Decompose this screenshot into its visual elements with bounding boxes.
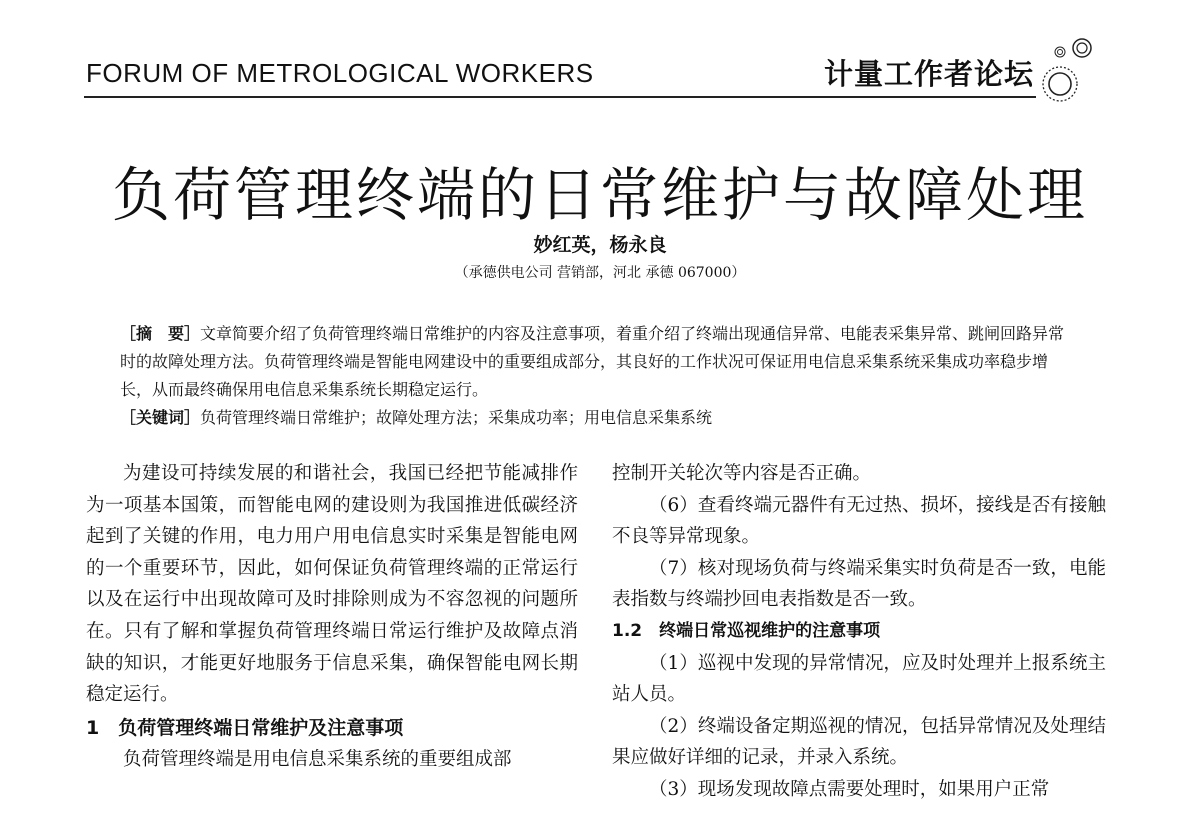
section-1-heading: 1 负荷管理终端日常维护及注意事项 (86, 716, 404, 739)
continued-text: 控制开关轮次等内容是否正确。 (612, 463, 872, 484)
keywords-paragraph (120, 404, 1075, 432)
left-column (86, 458, 578, 776)
list-item-6: （6）查看终端元器件有无过热、损坏，接线是否有接触不良等异常现象。 (612, 494, 1106, 548)
right-column (612, 458, 1106, 806)
keywords-label: ［关键词］ (120, 408, 201, 427)
keywords-text: 负荷管理终端日常维护；故障处理方法；采集成功率；用电信息采集系统 (200, 408, 713, 427)
article-authors: 妙红英，杨永良 (533, 234, 667, 256)
header-rule (84, 96, 1036, 98)
journal-english-name: FORUM OF METROLOGICAL WORKERS (86, 58, 594, 88)
note-item-3: （3）现场发现故障点需要处理时，如果用户正常 (649, 778, 1050, 800)
list-item-7: （7）核对现场负荷与终端采集实时负荷是否一致，电能表指数与终端抄回电表指数是否一致。 (612, 557, 1106, 611)
author-affiliation: （承德供电公司 营销部，河北 承德 067000） (454, 265, 746, 281)
intro-paragraph: 为建设可持续发展的和谐社会，我国已经把节能减排作为一项基本国策，而智能电网的建设则为我国推进低碳经济起到了关键的作用，电力用户用电信息实时采集是智能电网的一个重要环节，因此，如何保证负荷管理终端的正常运行以及在运行中出现故障可及时排除则成为不容忽视的问题所在。只有了解和掌握负荷管理终端日常运行维护及故障点消缺的知识，才能更好地服务于信息采集，确保智能电网长期稳定运行。 (86, 463, 578, 706)
section-1-paragraph: 负荷管理终端是用电信息采集系统的重要组成部 (123, 749, 512, 771)
abstract-block (120, 320, 1075, 432)
abstract-paragraph (120, 320, 1075, 404)
abstract-text: 文章简要介绍了负荷管理终端日常维护的内容及注意事项，着重介绍了终端出现通信异常、电能表采集异常、跳闸回路异常时的故障处理方法。负荷管理终端是智能电网建设中的重要组成部分，其良好的工作状况可保证用电信息采集系统采集成功率稳步增长，从而最终确保用电信息采集系统长期稳定运行。 (120, 324, 1065, 399)
note-item-1: （1）巡视中发现的异常情况，应及时处理并上报系统主站人员。 (612, 652, 1106, 706)
abstract-label: ［摘 要］ (120, 324, 201, 343)
section-1-2-heading: 1.2 终端日常巡视维护的注意事项 (612, 620, 881, 641)
journal-chinese-name: 计量工作者论坛 (824, 57, 1035, 91)
concentric-circles-ornament-icon (1030, 34, 1102, 106)
article-title: 负荷管理终端的日常维护与故障处理 (111, 161, 1088, 229)
note-item-2: （2）终端设备定期巡视的情况，包括异常情况及处理结果应做好详细的记录，并录入系统。 (612, 715, 1106, 769)
